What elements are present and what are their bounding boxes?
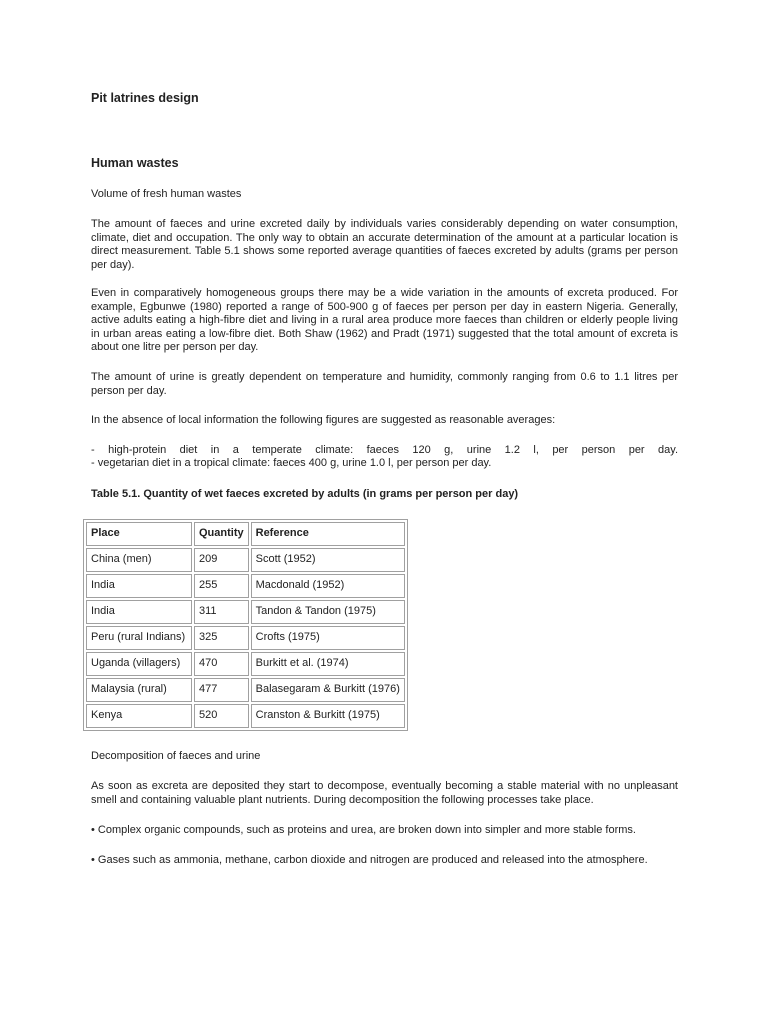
cell-place: China (men): [86, 548, 192, 572]
table-row: [86, 678, 405, 702]
paragraph-5: As soon as excreta are deposited they start to decompose, eventually becoming a stable material with no unpleasant smell and containing valuable plant nutrients. During decomposition the following processes take place.: [91, 780, 678, 806]
cell-reference: Burkitt et al. (1974): [251, 652, 405, 676]
list-item-1: - high-protein diet in a temperate climate: faeces 120 g, urine 1.2 l, per person per day.: [91, 444, 678, 456]
table-row: [86, 574, 405, 598]
cell-reference: Scott (1952): [251, 548, 405, 572]
cell-quantity: 325: [194, 626, 249, 650]
table-row: [86, 600, 405, 624]
paragraph-2: Even in comparatively homogeneous groups there may be a wide variation in the amounts of excreta produced. For example, Egbunwe (1980) reported a range of 500-900 g of faeces per person per day in eastern Nigeria. Generally, active adults eating a high-fibre diet and living in a rural area produce more faeces than children or elderly people living in urban areas eating a low-fibre diet. Both Shaw (1962) and Pradt (1971) suggested that the total amount of excreta is about one litre per person per day.: [91, 287, 678, 353]
cell-place: India: [86, 600, 192, 624]
cell-reference: Tandon & Tandon (1975): [251, 600, 405, 624]
bullet-item-2: • Gases such as ammonia, methane, carbon dioxide and nitrogen are produced and released into the atmosphere.: [91, 854, 648, 866]
table-row: [86, 652, 405, 676]
cell-place: Kenya: [86, 704, 192, 728]
cell-place: Uganda (villagers): [86, 652, 192, 676]
cell-place: India: [86, 574, 192, 598]
cell-quantity: 477: [194, 678, 249, 702]
cell-place: Peru (rural Indians): [86, 626, 192, 650]
cell-reference: Cranston & Burkitt (1975): [251, 704, 405, 728]
paragraph-4: In the absence of local information the following figures are suggested as reasonable averages:: [91, 414, 556, 426]
list-item-2: - vegetarian diet in a tropical climate: faeces 400 g, urine 1.0 l, per person per day.: [91, 457, 492, 469]
cell-quantity: 311: [194, 600, 249, 624]
faeces-quantity-table: [83, 519, 408, 731]
cell-reference: Crofts (1975): [251, 626, 405, 650]
cell-quantity: 520: [194, 704, 249, 728]
paragraph-1: The amount of faeces and urine excreted daily by individuals varies considerably depending on water consumption, climate, diet and occupation. The only way to obtain an accurate determination of the amount at a particular location is direct measurement. Table 5.1 shows some reported average quantities of faeces excreted by adults (grams per person per day).: [91, 218, 678, 271]
cell-quantity: 209: [194, 548, 249, 572]
table-row: [86, 548, 405, 572]
cell-quantity: 470: [194, 652, 249, 676]
page-title: Pit latrines design: [91, 91, 199, 105]
cell-reference: Macdonald (1952): [251, 574, 405, 598]
header-reference: Reference: [251, 522, 405, 546]
cell-reference: Balasegaram & Burkitt (1976): [251, 678, 405, 702]
section-heading: Human wastes: [91, 156, 179, 170]
cell-quantity: 255: [194, 574, 249, 598]
table-caption: Table 5.1. Quantity of wet faeces excreted by adults (in grams per person per day): [91, 488, 519, 500]
header-place: Place: [86, 522, 192, 546]
bullet-item-1: • Complex organic compounds, such as proteins and urea, are broken down into simpler and more stable forms.: [91, 824, 636, 836]
table-header-row: [86, 522, 405, 546]
subheading-volume: Volume of fresh human wastes: [91, 188, 242, 200]
table-row: [86, 626, 405, 650]
table-row: [86, 704, 405, 728]
cell-place: Malaysia (rural): [86, 678, 192, 702]
paragraph-3: The amount of urine is greatly dependent on temperature and humidity, commonly ranging from 0.6 to 1.1 litres per person per day.: [91, 371, 678, 397]
subheading-decomposition: Decomposition of faeces and urine: [91, 750, 261, 762]
header-quantity: Quantity: [194, 522, 249, 546]
